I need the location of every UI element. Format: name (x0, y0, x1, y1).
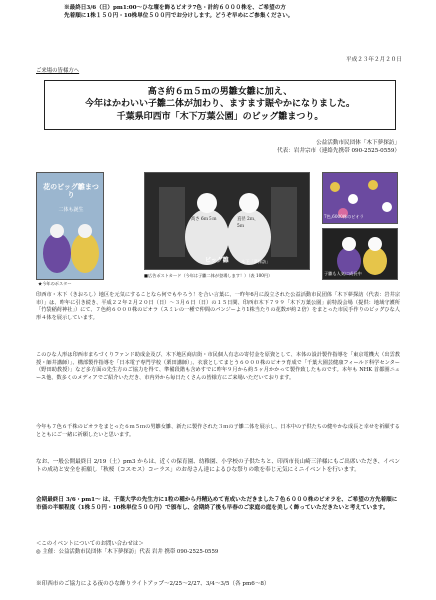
top-notice-line1: ※最終日3/6（日）pm1:00～ひな壇を飾るビオラ7色・計約６０００株を、ご希望の方 (64, 5, 286, 11)
dimension-marker-1: 高さ 6ｍ５ｍ (191, 217, 217, 222)
organization-name: 公益活動市民団体「木下夢探訪」 (316, 140, 400, 146)
top-notice-line2: 先着順に1株１５０円・10株単位５００円でお分けします。どうぞ早めにご参集ください。 (64, 13, 294, 20)
organization-contact: 代表：岩井宗市（連絡先携帯 090-2525-0559） (276, 148, 400, 155)
paragraph-3: 今年も７色６千株のビオラをまとった６ｍ５ｍの男雛女雛、新たに製作された３ｍの子雛二体を展示し、日本中の子供たちの健やかな成長と幸せを祈願するとともにご一緒に祈願したいと思います。 (36, 424, 400, 438)
child-dolls-caption: 子雛も人気に成長中 (324, 271, 362, 276)
headline-box (44, 80, 396, 130)
poster-subtitle: 二体も誕生 (58, 207, 84, 213)
headline-line3: 千葉県印西市「木下万葉公園」のビッグ雛まつり。 (116, 111, 324, 122)
top-notice (64, 4, 364, 21)
paragraph-1: 印西市・木下（きおろし）地区を元気にすることなら何でもやろう！を合い言葉に、一昨年6月に設立された公益活動市民団体「木下夢探訪（代表：岩井宗市）」は、昨年に引き続き、平成２２年２月２０日（日）～３月６日（日）の１５日間、印西市木下７９９「木下万葉公園」前特設会場（提供：地域守護所「竹袋稲荷神社」）にて、７色約６０００株のビオラ（スミレの一種で仲間のパンジーより1株当たりの花数が約２倍）をまとった市民手作りのビッグひな人形４体を展示しています。 (36, 292, 400, 321)
organization-block (277, 139, 400, 155)
poster-doll-figures (37, 217, 104, 277)
photo-strip (36, 172, 400, 286)
lightup-note: ※印西市のご協力による夜のひな飾りライトアップ～2/25～2/27、3/4～3/5（各 pm6～8） (36, 581, 270, 587)
headline-line1: 高さ約６ｍ５ｍの男雛女雛に加え、 (147, 87, 293, 98)
poster-photo (36, 172, 104, 280)
violet-caption: 7色,6000株のビオラ (324, 214, 364, 219)
document-date: 平成２３年２月２０日 (346, 57, 402, 63)
dimension-marker-3: 5ｍ (237, 224, 245, 229)
poster-title: 花のビッグ雛まつり (43, 182, 99, 199)
postcard-photo (144, 172, 310, 270)
postcard-caption: ■広告ポストカード（今年は子雛二体が登場します！）（表 100円） (144, 273, 273, 278)
postcard-label: ビッグ雛 (205, 257, 229, 264)
headline-line2: 今年はかわいい子雛二体が加わり、ますます賑やかになりました。 (84, 99, 355, 110)
dimension-marker-2: 直径 2ｍ、 (237, 217, 259, 222)
note-2: 会期最終日 3/6・pm1～ は、千葉大学の先生方に1粒の種から丹精込めて育成いただきました７色６０００株のビオラを、ご希望の方先着順に市価の半額程度（1株５０円・10株単位５００円）で頒布し、会期終了後も早春のご家庭の庭を美しく飾っていただきたいと考えています。 (36, 497, 398, 512)
paragraph-2: このひな人形は印西市まちづくりファンド助成金及び、木下地区商店街・市民個人有志の寄付金を原資として、本体の設計製作指導を「東京電機大（出雲教授・師井講師）」、構部製作指導を「日本電子専門学校（栗田講師）」、衣裳としてまとう６０００株のビオラ育成で「千葉大園芸健康フィールド科学センター（野田助教授）」など多方面の先生方のご協力を得て、準備段階も含めすでに昨年９月から約５ヶ月かかって製作致したものです。本年も NHK 首都圏ニュース他、数多くのメディアでご紹介いただき、市内外から毎日たくさんの皆様方にご来場いただいております。 (36, 352, 400, 381)
big-hina-dolls (145, 173, 310, 270)
contact-block (36, 540, 400, 556)
poster-caption: ★今年のポスター (38, 281, 72, 286)
greeting: ご来場の皆様方へ (36, 68, 80, 74)
contact-main: ◎ 主催：公益活動市民団体「木下夢探訪」代表 岩井 携帯 090-2525-0559 (36, 549, 219, 556)
contact-header: ＜このイベントについてのお問い合わせは＞ (36, 541, 144, 547)
note-1: なお、一般公開最終日 2/19（土）pm3 からは、近くの保育園、幼稚園、小学校の子供たちと、印西市長山崎三洋様にもご出席いただき、イベントの成功と安全を祈願し「秋桜（コスモス）コーラス」のお母さん達によるひな祭りの歌を奉じ元気にミニイベントを行います。 (36, 459, 400, 474)
postcard-sublabel: 木下「夢探訪」 (241, 259, 271, 264)
